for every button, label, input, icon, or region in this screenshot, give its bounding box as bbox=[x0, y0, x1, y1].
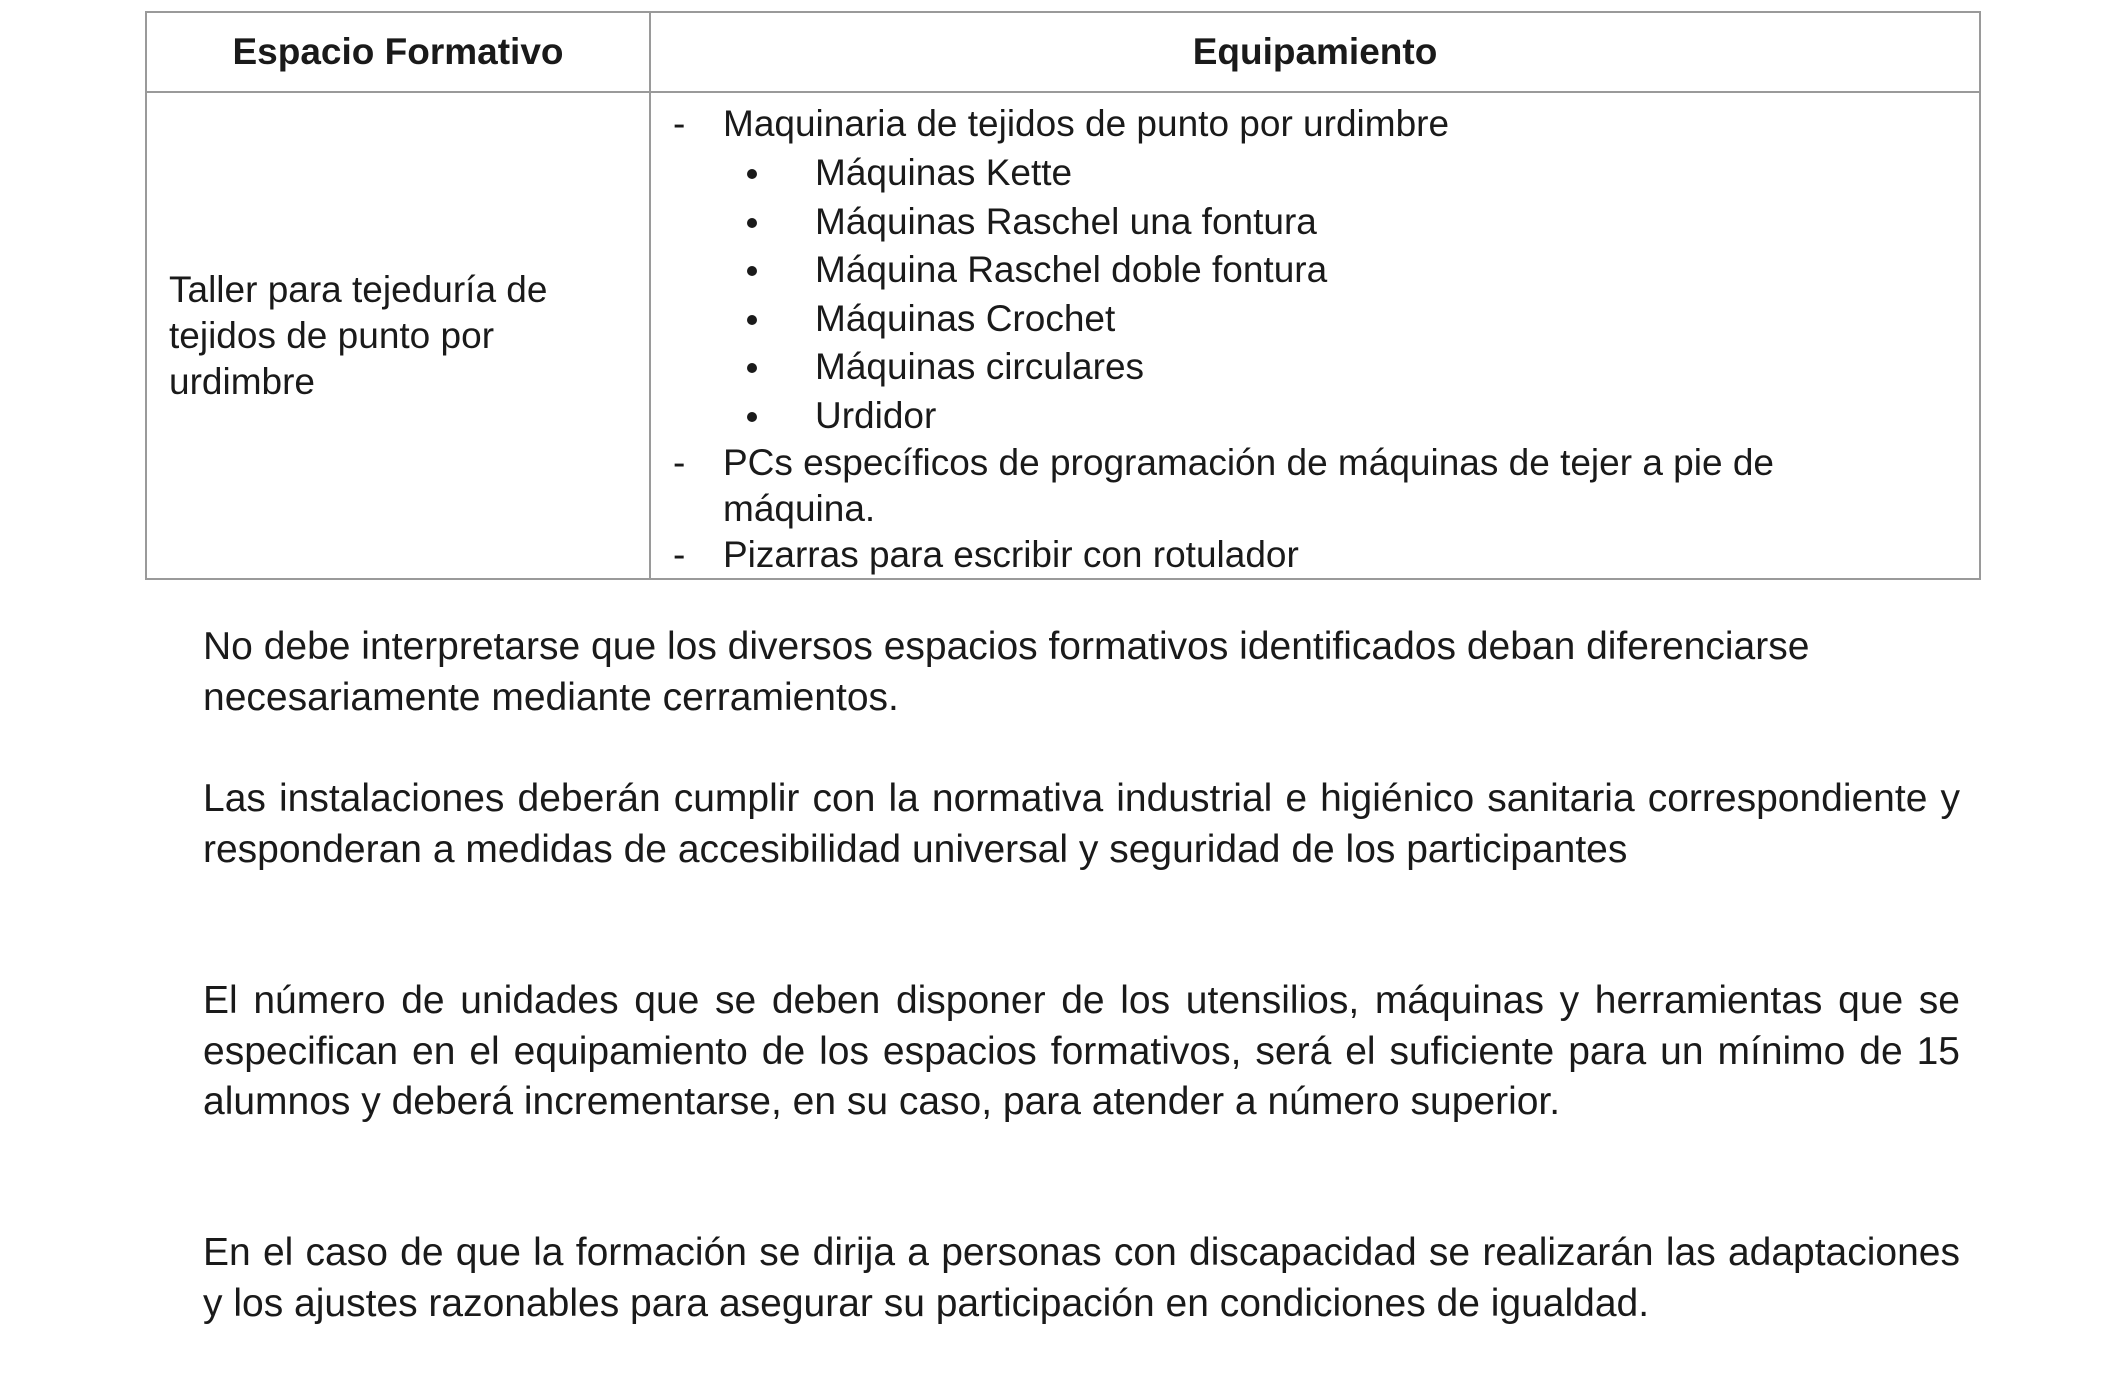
bullet-icon bbox=[747, 363, 757, 373]
sublist-item-text: Urdidor bbox=[815, 394, 937, 436]
sublist-item bbox=[651, 343, 1919, 392]
sublist-item bbox=[651, 246, 1919, 295]
equipment-item-text: PCs específicos de programación de máquinas de tejer a pie de máquina. bbox=[723, 442, 1774, 529]
dash-marker: - bbox=[673, 442, 686, 483]
equipment-item bbox=[651, 440, 1979, 532]
bullet-icon bbox=[747, 169, 757, 179]
equipment-table bbox=[145, 11, 1981, 580]
table-header-row bbox=[146, 12, 1980, 92]
paragraph-espacios: No debe interpretarse que los diversos espacios formativos identificados deban diferenciarse necesariamente mediante cerramientos. bbox=[203, 625, 1810, 719]
machine-sublist bbox=[723, 149, 1919, 440]
equipment-list bbox=[651, 101, 1979, 578]
equipment-cell bbox=[650, 92, 1980, 579]
bullet-icon bbox=[747, 266, 757, 276]
paragraph-unidades: El número de unidades que se deben disponer de los utensilios, máquinas y herramientas que se especifican en el equipamiento de los espacios formativos, será el suficiente para un mínimo de 15 alumnos y deberá incrementarse, en su caso, para atender a número superior. bbox=[203, 979, 1960, 1123]
sublist-item-text: Máquinas Raschel una fontura bbox=[815, 200, 1317, 242]
header-equipamiento: Equipamiento bbox=[650, 12, 1980, 92]
sublist-item bbox=[651, 198, 1919, 247]
sublist-item-text: Máquinas circulares bbox=[815, 346, 1145, 387]
sublist-item-text: Máquinas Crochet bbox=[815, 297, 1116, 339]
bullet-icon bbox=[747, 412, 757, 422]
sublist-item-text: Máquina Raschel doble fontura bbox=[815, 249, 1328, 290]
header-espacio-formativo: Espacio Formativo bbox=[146, 12, 650, 92]
equipment-item bbox=[651, 532, 1979, 578]
sublist-item-text: Máquinas Kette bbox=[815, 152, 1073, 193]
equipment-item-text: Maquinaria de tejidos de punto por urdimbre bbox=[723, 103, 1450, 144]
dash-marker: - bbox=[673, 534, 686, 575]
paragraph-discapacidad: En el caso de que la formación se dirija a personas con discapacidad se realizarán las adaptaciones y los ajustes razonables para asegurar su participación en condiciones de igualdad. bbox=[203, 1231, 1960, 1325]
table-row bbox=[146, 92, 1980, 579]
equipment-item bbox=[651, 101, 1979, 440]
dash-marker: - bbox=[673, 103, 686, 144]
sublist-item bbox=[651, 149, 1919, 198]
sublist-item bbox=[651, 392, 1919, 441]
sublist-item bbox=[651, 295, 1919, 344]
space-cell: Taller para tejeduría de tejidos de punto por urdimbre bbox=[146, 92, 650, 579]
equipment-item-text: Pizarras para escribir con rotulador bbox=[723, 534, 1299, 575]
bullet-icon bbox=[747, 218, 757, 228]
bullet-icon bbox=[747, 315, 757, 325]
paragraph-instalaciones: Las instalaciones deberán cumplir con la normativa industrial e higiénico sanitaria correspondiente y responderan a medidas de accesibilidad universal y seguridad de los participantes bbox=[203, 777, 1960, 871]
